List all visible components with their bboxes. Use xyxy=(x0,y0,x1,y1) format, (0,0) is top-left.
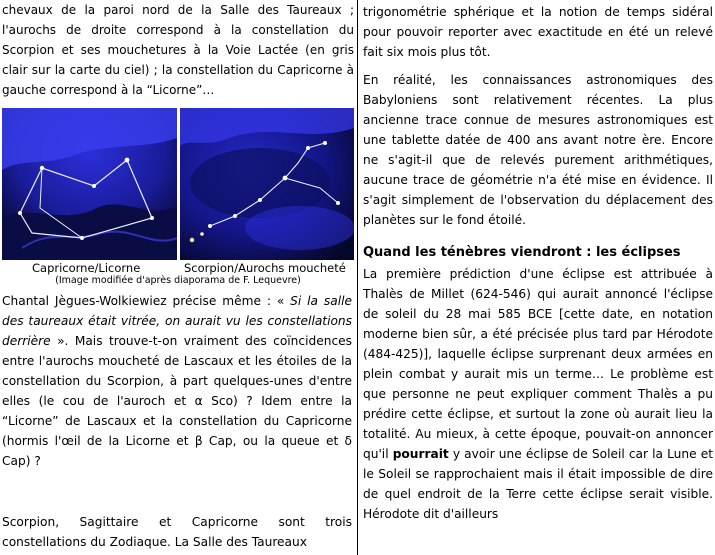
p2-rest: ». Mais trouve-t-on vraiment des coïncidences entre l'aurochs moucheté de Lascaux et les étoiles de la constellation du Scorpion, à part quelques-unes d'entre elles (le cou de l'auroch et α Sco) ? Idem entre la “Licorne” de Lascaux et la constellation du Capricorne (hormis l'œil de la Licorne et β Cap, ou la queue et δ Cap) ? xyxy=(2,334,352,468)
p4-part-a: La première prédiction d'une éclipse est attribuée à Thalès de Millet (624-546) qui aurait annoncé l'éclipse de soleil du 28 mai 585 BCE [cette date, en notation moderne bien sûr, a été précisée plus tard par Hérodote (484-425)], laquelle éclipse surprenant deux armées en plein combat y aurait mis un terme… Le problème est que personne ne peut expliquer comment Thalès a pu prédire cette éclipse, et surtout la zone où aurait lieu la totalité. Au mieux, à cette époque, pouvait-on annoncer qu'il xyxy=(363,267,713,461)
thales-paragraph xyxy=(363,264,713,524)
p2-lead: Chantal Jègues-Wolkiewiez précise même : « xyxy=(2,294,291,308)
zodiac-paragraph: Scorpion, Sagittaire et Capricorne sont trois constellations du Zodiaque. La Salle des Taureaux xyxy=(2,515,352,549)
capricorne-caption: Capricorne/Licorne xyxy=(32,261,141,275)
intro-paragraph: chevaux de la paroi nord de la Salle des Taureaux ; l'aurochs de droite correspond à la constellation du Scorpion et ses mouchetures à la Voie Lactée (en gris clair sur la carte du ciel) ; la constellation du Capricorne à gauche correspond à la “Licorne”… xyxy=(2,3,354,97)
column-divider xyxy=(357,0,358,555)
capricorne-image xyxy=(2,108,177,260)
figure xyxy=(2,108,354,286)
p4-part-b: y avoir une éclipse de Soleil car la Lune et le Soleil se rapprochaient mais il était impossible de dire de quel endroit de la Terre cette éclipse serait visible. Hérodote dit d'ailleurs xyxy=(363,447,713,521)
trigonometry-paragraph: trigonométrie sphérique et la notion de temps sidéral pour pouvoir reporter avec exactitude en été un relevé fait six mois plus tôt. xyxy=(363,5,713,59)
jegues-paragraph xyxy=(2,291,352,471)
p4-bold: pourrait xyxy=(392,447,449,461)
left-column xyxy=(2,0,354,549)
figure-credit: (Image modifiée d'après diaporama de F. Lequevre) xyxy=(55,275,301,286)
scorpion-caption: Scorpion/Aurochs moucheté xyxy=(184,261,346,275)
babylonians-paragraph: En réalité, les connaissances astronomiques des Babyloniens sont relativement récentes. La plus ancienne trace connue de mesures astronomiques est une tablette datée de 400 ans avant notre ère. Encore ne s'agit-il que de relevés purement arithmétiques, aucune trace de géométrie n'a été mise en évidence. Il s'agit simplement de l'observation du déplacement des planètes sur le fond étoilé. xyxy=(363,73,713,227)
p2-quote: Si la salle des taureaux était vitrée, on aurait vu les constellations derrière xyxy=(2,294,352,348)
eclipses-heading: Quand les ténèbres viendront : les éclipses xyxy=(363,245,681,260)
scorpion-image xyxy=(180,108,354,260)
